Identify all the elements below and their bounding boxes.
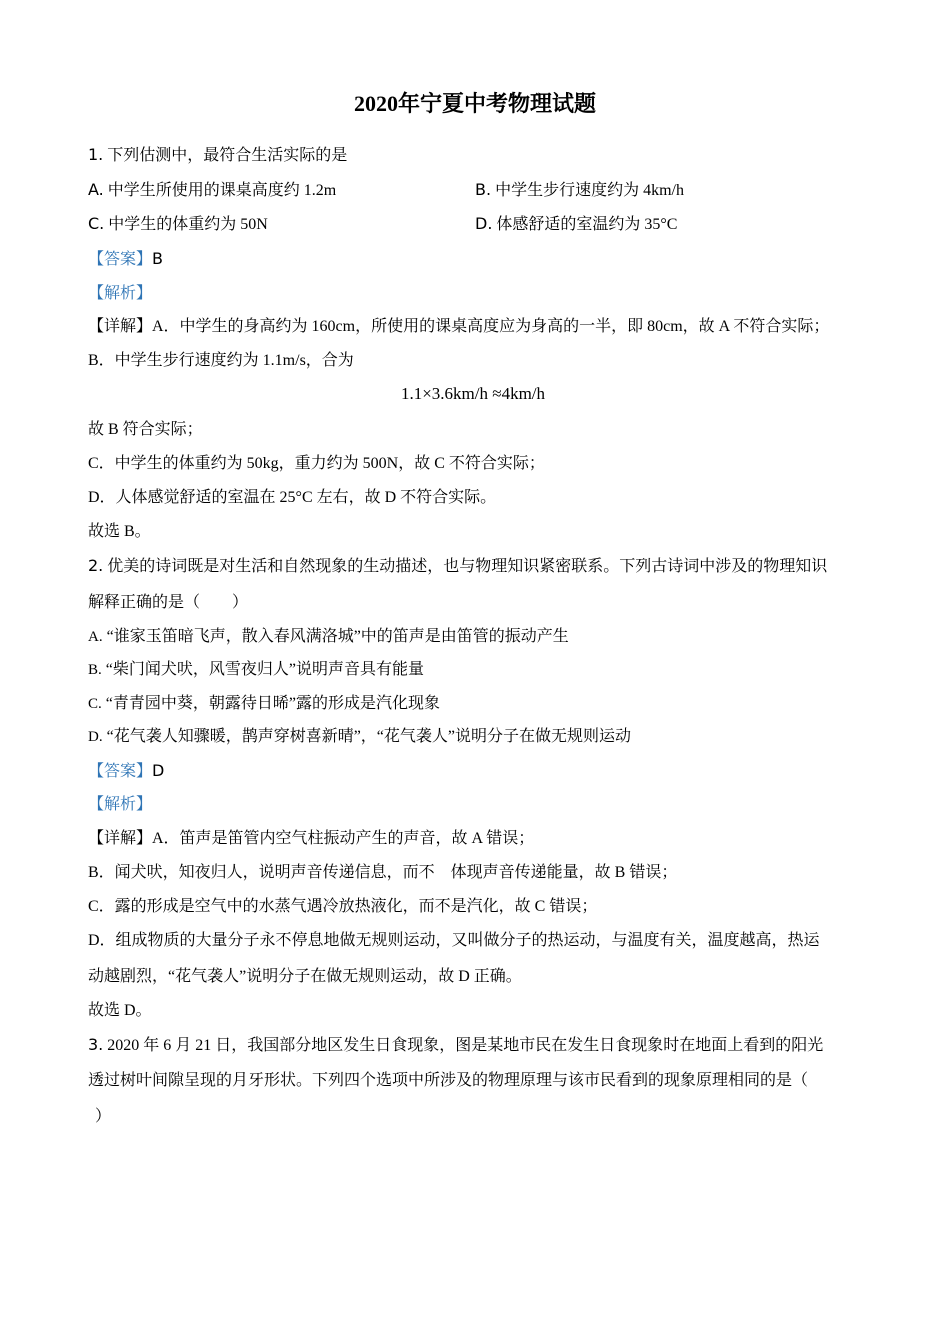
option-d [475,214,677,235]
option-label: C. [88,214,105,233]
question-number: 3. [88,1035,104,1054]
question-text-continued: 解释正确的是（ ） [88,594,249,611]
option-text: 中学生步行速度约为 4km/h [495,182,684,199]
answer-line [88,249,163,270]
detail-line: C．露的形成是空气中的水蒸气遇冷放热液化，而不是汽化，故 C 错误； [88,898,598,915]
option-label: A. [88,629,103,645]
option-a [88,180,336,201]
option-c [88,214,268,235]
question-2-stem [88,556,827,577]
option-label: A. [88,180,104,199]
option-b [475,180,684,201]
option-text: “青青园中葵，朝露待日晞”露的形成是汽化现象 [105,695,440,712]
question-text-continued: ） [95,1108,112,1125]
detail-line: 【详解】A．笛声是笛管内空气柱振动产生的声音，故 A 错误； [88,830,535,847]
option-label: D. [475,214,493,233]
answer-tag: 【答案】 [88,251,153,268]
option-label: D. [88,729,103,745]
detail-line: C．中学生的体重约为 50kg，重力约为 500N，故 C 不符合实际； [88,455,545,472]
answer-line [88,761,164,782]
question-number: 1. [88,145,104,164]
page-title: 2020年宁夏中考物理试题 [353,91,596,116]
question-3-stem [88,1035,823,1056]
option-text: 体感舒适的室温约为 35°C [496,216,678,233]
question-text: 优美的诗词既是对生活和自然现象的生动描述，也与物理知识紧密联系。下列古诗词中涉及的物理知识 [107,558,828,575]
detail-line: B．中学生步行速度约为 1.1m/s，合为 [88,352,354,369]
formula: 1.1×3.6km/h ≈4km/h [400,384,546,403]
option-label: B. [475,180,492,199]
option-text: “柴门闻犬吠，风雪夜归人”说明声音具有能量 [105,661,424,678]
answer-value: B [152,249,163,268]
detail-line: 动越剧烈，“花气袭人”说明分子在做无规则运动，故 D 正确。 [88,968,522,985]
option-label: B. [88,662,102,678]
option-d [88,727,631,747]
analysis-tag: 【解析】 [88,285,153,302]
option-a [88,627,569,647]
detail-line: D．组成物质的大量分子永不停息地做无规则运动，又叫做分子的热运动，与温度有关，温度越高，热运 [88,932,820,949]
question-number: 2. [88,556,104,575]
option-text: 中学生所使用的课桌高度约 1.2m [107,182,337,199]
question-text-continued: 透过树叶间隙呈现的月牙形状。下列四个选项中所涉及的物理原理与该市民看到的现象原理相同的是（ [88,1072,809,1089]
option-text: “谁家玉笛暗飞声，散入春风满洛城”中的笛声是由笛管的振动产生 [106,628,569,645]
conclusion-line: 故选 B。 [88,523,151,540]
option-label: C. [88,696,102,712]
detail-line: 【详解】A．中学生的身高约为 160cm，所使用的课桌高度应为身高的一半，即 80cm，故 A 不符合实际； [88,318,830,335]
answer-tag: 【答案】 [88,763,153,780]
option-b [88,660,424,680]
question-1-stem [88,145,347,166]
detail-line: B．闻犬吠，知夜归人，说明声音传递信息，而不 体现声音传递能量，故 B 错误； [88,864,678,881]
answer-value: D [152,761,165,780]
option-text: 中学生的体重约为 50N [108,216,268,233]
option-text: “花气袭人知骤暖，鹊声穿树喜新晴”，“花气袭人”说明分子在做无规则运动 [106,728,632,745]
detail-line: D．人体感觉舒适的室温在 25°C 左右，故 D 不符合实际。 [88,489,497,506]
conclusion-line: 故选 D。 [88,1002,152,1019]
question-text: 下列估测中，最符合生活实际的是 [107,147,348,164]
analysis-tag: 【解析】 [88,796,153,813]
option-c [88,694,440,714]
detail-line: 故 B 符合实际； [88,421,203,438]
question-text: 2020 年 6 月 21 日，我国部分地区发生日食现象，图是某地市民在发生日食现象时在地面上看到的阳光 [107,1037,824,1054]
